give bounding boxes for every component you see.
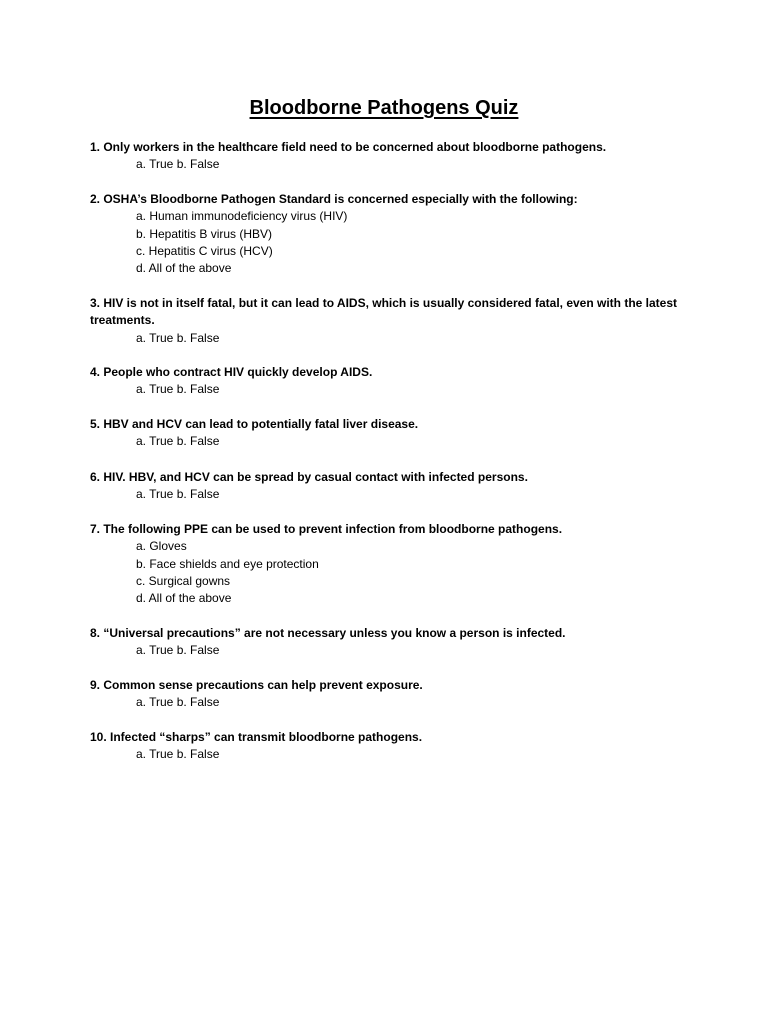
answer-option: a. True b. False (136, 747, 220, 762)
question-text: 7. The following PPE can be used to prevent infection from bloodborne pathogens. (90, 522, 563, 536)
answer-option: a. True b. False (136, 643, 220, 658)
answer-option: d. All of the above (136, 591, 232, 606)
answer-option: a. True b. False (136, 487, 220, 502)
answer-option: a. Human immunodeficiency virus (HIV) (136, 209, 348, 224)
question-1 (90, 139, 690, 174)
answer-option: a. True b. False (136, 157, 220, 172)
question-9 (90, 677, 690, 712)
answer-option: a. True b. False (136, 434, 220, 449)
question-8 (90, 625, 690, 660)
question-text: 3. HIV is not in itself fatal, but it can lead to AIDS, which is usually considered fatal, even with the latest treatments. (90, 296, 678, 328)
question-text: 1. Only workers in the healthcare field need to be concerned about bloodborne pathogens. (90, 140, 607, 154)
question-text: 5. HBV and HCV can lead to potentially fatal liver disease. (90, 417, 419, 431)
answer-option: a. True b. False (136, 330, 220, 345)
question-2 (90, 191, 690, 277)
question-3 (90, 295, 690, 347)
page-title: Bloodborne Pathogens Quiz (249, 97, 519, 119)
question-4 (90, 364, 690, 399)
answer-option: a. True b. False (136, 695, 220, 710)
question-5 (90, 416, 690, 451)
answer-option: b. Face shields and eye protection (136, 556, 319, 571)
question-10 (90, 729, 690, 764)
answer-option: a. True b. False (136, 382, 220, 397)
answer-option: d. All of the above (136, 261, 232, 276)
answer-option: a. Gloves (136, 539, 187, 554)
question-text: 9. Common sense precautions can help prevent exposure. (90, 678, 423, 692)
question-text: 8. “Universal precautions” are not necessary unless you know a person is infected. (90, 626, 566, 640)
question-text: 2. OSHA’s Bloodborne Pathogen Standard is concerned especially with the following: (90, 192, 578, 206)
question-text: 6. HIV. HBV, and HCV can be spread by casual contact with infected persons. (90, 470, 528, 484)
answer-option: c. Surgical gowns (136, 573, 231, 588)
question-text: 10. Infected “sharps” can transmit bloodborne pathogens. (90, 730, 423, 744)
question-7 (90, 521, 690, 607)
question-text: 4. People who contract HIV quickly develop AIDS. (90, 365, 373, 379)
answer-option: b. Hepatitis B virus (HBV) (136, 226, 273, 241)
question-6 (90, 469, 690, 504)
answer-option: c. Hepatitis C virus (HCV) (136, 243, 273, 258)
